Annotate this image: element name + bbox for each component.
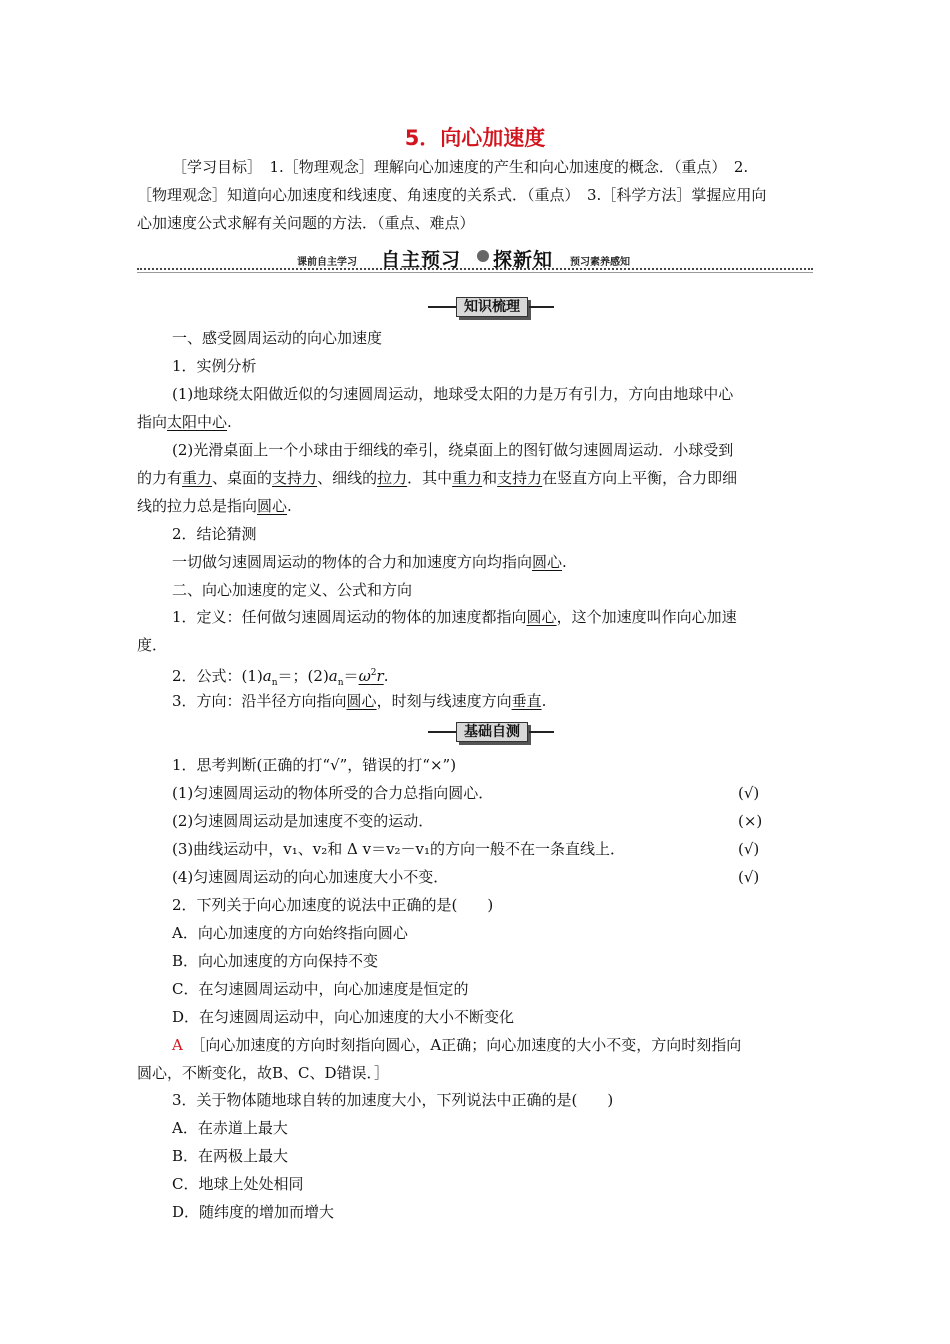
objectives-line-3: 心加速度公式求解有关问题的方法．（重点、难点） [137, 214, 475, 232]
judgement-item: (1)匀速圆周运动的物体所受的合力总指向圆心． [172, 784, 494, 802]
blank-answer: 重力 [182, 469, 213, 487]
option-item: B．在两极上最大 [172, 1147, 289, 1165]
banner-right-caption: 预习素养感知 [570, 257, 630, 268]
answer-explanation-a: A ［向心加速度的方向时刻指向圆心，A正确；向心加速度的大小不变，方向时刻指向 [172, 1036, 742, 1054]
paragraph-3: 一切做匀速圆周运动的物体的合力和加速度方向均指向圆心. [172, 553, 567, 571]
option-item: D．随纬度的增加而增大 [172, 1203, 335, 1221]
banner-rule [137, 272, 813, 273]
judgement-mark: (√) [738, 840, 760, 858]
blank-answer: 圆心 [346, 692, 377, 710]
page-title: 5．向心加速度 [404, 126, 546, 150]
blank-answer: 太阳中心 [167, 413, 228, 431]
option-item: A．在赤道上最大 [172, 1119, 288, 1137]
label-rule-right [529, 306, 554, 308]
blank-answer: 支持力 [272, 469, 318, 487]
option-item: C．地球上处处相同 [172, 1175, 304, 1193]
question-2: 2．下列关于向心加速度的说法中正确的是( ) [172, 896, 494, 914]
direction-line: 3．方向：沿半径方向指向圆心，时刻与线速度方向垂直. [172, 692, 547, 710]
blank-answer: 圆心 [532, 553, 563, 571]
option-item: B．向心加速度的方向保持不变 [172, 952, 379, 970]
label-box: 知识梳理 [456, 297, 528, 317]
banner-dotted-rule [137, 268, 813, 270]
option-item: D．在匀速圆周运动中，向心加速度的大小不断变化 [172, 1008, 515, 1026]
judgement-item: (4)匀速圆周运动的向心加速度大小不变． [172, 868, 449, 886]
heading-1-1: 1．实例分析 [172, 357, 257, 375]
section-label-knowledge [428, 297, 554, 317]
blank-answer: 拉力 [377, 469, 408, 487]
definition-cont: 度． [137, 636, 168, 654]
label-rule-left [428, 306, 456, 308]
judgement-mark: (√) [738, 784, 760, 802]
section-banner [137, 247, 813, 275]
judgement-mark: (×) [738, 812, 763, 830]
question-3: 3．关于物体随地球自转的加速度大小，下列说法中正确的是( ) [172, 1091, 614, 1109]
blank-answer: 圆心 [257, 497, 288, 515]
blank-answer: 重力 [452, 469, 483, 487]
paragraph-2c: 线的拉力总是指向圆心. [137, 497, 292, 515]
blank-answer: 垂直 [511, 692, 542, 710]
label-rule-left [428, 731, 456, 733]
question-1: 1．思考判断(正确的打“√”，错误的打“×”) [172, 756, 457, 774]
paragraph-2a: (2)光滑桌面上一个小球由于细线的牵引，绕桌面上的图钉做匀速圆周运动．小球受到 [172, 441, 734, 459]
formula-line: 2．公式：$(1)a_n=$；$(2)a_n=\omega^2r$. [172, 667, 389, 688]
heading-1: 一、感受圆周运动的向心加速度 [172, 329, 383, 347]
label-rule-right [529, 731, 554, 733]
definition-line: 1．定义：任何做匀速圆周运动的物体的加速度都指向圆心，这个加速度叫作向心加速 [172, 608, 737, 626]
paragraph-2b: 的力有重力、桌面的支持力、细线的拉力．其中重力和支持力在竖直方向上平衡，合力即细 [137, 469, 738, 487]
banner-left-caption: 课前自主学习 [297, 257, 357, 268]
heading-2: 二、向心加速度的定义、公式和方向 [172, 581, 413, 599]
banner-main-right: 探新知 [493, 249, 554, 271]
answer-letter: A [172, 1036, 183, 1054]
paragraph-1a: (1)地球绕太阳做近似的匀速圆周运动，地球受太阳的力是万有引力，方向由地球中心 [172, 385, 734, 403]
heading-1-2: 2．结论猜测 [172, 525, 257, 543]
label-box: 基础自测 [456, 722, 528, 742]
objectives-line-2: ［物理观念］知道向心加速度和线速度、角速度的关系式．（重点） 3.［科学方法］掌握应用向 [137, 186, 767, 204]
option-item: A．向心加速度的方向始终指向圆心 [172, 924, 408, 942]
judgement-mark: (√) [738, 868, 760, 886]
objectives-line-1: ［学习目标］ 1.［物理观念］理解向心加速度的产生和向心加速度的概念．（重点） 2. [172, 158, 749, 176]
blank-answer: $\omega^2r$ [358, 667, 384, 685]
section-label-selftest [428, 722, 554, 742]
paragraph-1b: 指向太阳中心. [137, 413, 232, 431]
option-item: C．在匀速圆周运动中，向心加速度是恒定的 [172, 980, 469, 998]
answer-explanation-b: 圆心，不断变化，故B、C、D错误．］ [137, 1064, 390, 1082]
judgement-item: (2)匀速圆周运动是加速度不变的运动． [172, 812, 434, 830]
banner-arrow-icon [477, 250, 489, 262]
blank-answer: 圆心 [526, 608, 557, 626]
banner-main-left: 自主预习 [381, 249, 462, 271]
judgement-item: (3)曲线运动中，v₁、v₂和 Δ v＝v₂－v₁的方向一般不在一条直线上． [172, 840, 626, 858]
blank-answer: 支持力 [497, 469, 543, 487]
